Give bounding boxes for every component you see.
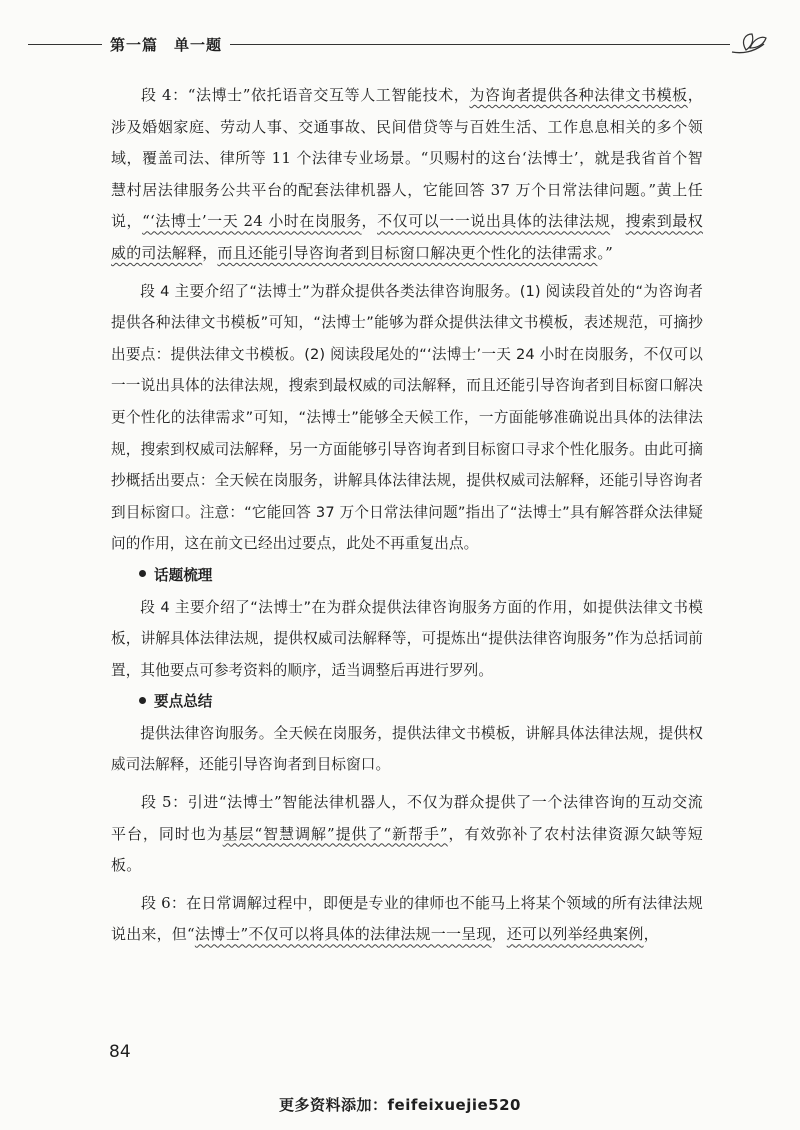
underlined-phrase: 搜索到最权威的司法解释 xyxy=(111,212,703,262)
underlined-phrase: 为咨询者提供各种法律文书模板 xyxy=(469,86,688,104)
page-content xyxy=(111,80,703,951)
paragraph-4-source xyxy=(111,80,703,270)
text-run: ，涉及婚姻家庭、劳动人事、交通事故、民间借贷等与百姓生活、工作息息相关的多个领域，覆盖司法、律所等 11 个法律专业场景。“贝赐村的这台‘法博士’，就是我省首个智慧村居法律服务公共平台的配套法律机器人，它能回答 37 万个日常法律问题。”黄上任说， xyxy=(111,86,703,231)
text-run: 段 6：在日常调解过程中，即便是专业的律师也不能马上将某个领域的所有法律法规说出来，但“ xyxy=(111,893,703,944)
paragraph-4-analysis: 段 4 主要介绍了“法博士”为群众提供各类法律咨询服务。(1) 阅读段首处的“为咨询者提供各种法律文书模板”可知，“法博士”能够为群众提供法律文书模板，表述规范，可摘抄出要点：提供法律文书模板。(2) 阅读段尾处的“‘法博士’一天 24 小时在岗服务，不仅可以一一说出具体的法律法规，搜索到最权威的司法解释，而且还能引导咨询者到目标窗口解决更个性化的法律需求”可知，“法博士”能够全天候工作，一方面能够准确说出具体的法律法规，搜索到权威司法解释，另一方面能够引导咨询者到目标窗口寻求个性化服务。由此可摘抄概括出要点：全天候在岗服务，讲解具体法律法规，提供权威司法解释，还能引导咨询者到目标窗口。注意：“它能回答 37 万个日常法律问题”指出了“法博士”具有解答群众法律疑问的作用，这在前文已经出过要点，此处不再重复出点。 xyxy=(111,282,703,553)
underlined-phrase: 基层“智慧调解”提供了“新帮手” xyxy=(222,824,448,843)
underlined-phrase: “‘法博士’一天 24 小时在岗服务 xyxy=(142,212,362,231)
topic-paragraph: 段 4 主要介绍了“法博士”在为群众提供法律咨询服务方面的作用，如提供法律文书模板，讲解具体法律法规，提供权威司法解释等，可提炼出“提供法律咨询服务”作为总括词前置，其他要点可参考资料的顺序，适当调整后再进行罗列。 xyxy=(111,598,703,679)
header-title: 第一篇 单一题 xyxy=(110,36,223,54)
text-run: ， xyxy=(202,243,218,262)
text-run: ， xyxy=(361,212,378,231)
bullet-icon xyxy=(139,570,146,577)
text-run: ， xyxy=(610,212,626,231)
heading-label: 要点总结 xyxy=(154,693,213,711)
leaf-ornament-icon xyxy=(728,30,768,58)
footer-note: 更多资料添加：feifeixuejie520 xyxy=(279,1096,521,1114)
bullet-icon xyxy=(139,697,146,704)
underlined-phrase: 不仅可以一一说出具体的法律法规 xyxy=(377,212,611,231)
header-rule-left xyxy=(28,44,102,45)
text-run: ， xyxy=(491,925,507,944)
header-rule-right xyxy=(230,44,730,45)
underlined-phrase: 还可以列举经典案例 xyxy=(506,925,644,944)
section-heading-topic xyxy=(111,560,703,592)
text-run: 段 4：“法博士”依托语音交互等人工智能技术， xyxy=(141,86,470,104)
text-run: 。” xyxy=(597,243,613,262)
paragraph-5-source xyxy=(111,787,703,882)
underlined-phrase: 法博士”不仅可以将具体的法律法规一一呈现 xyxy=(194,925,492,944)
text-run: 段 5：引进“法博士”智能法律机器人，不仅为群众提供了一个法律咨询的互动交流平台，同时也为 xyxy=(111,793,703,843)
page-number: 84 xyxy=(109,1042,131,1062)
text-run: ， xyxy=(643,925,659,944)
underlined-phrase: 而且还能引导咨询者到目标窗口解决更个性化的法律需求 xyxy=(217,243,598,262)
paragraph-6-source xyxy=(111,888,703,951)
summary-paragraph: 提供法律咨询服务。全天候在岗服务，提供法律文书模板，讲解具体法律法规，提供权威司法解释，还能引导咨询者到目标窗口。 xyxy=(111,724,703,774)
section-heading-summary xyxy=(111,686,703,718)
page-header xyxy=(28,30,770,58)
text-run: ，有效弥补了农村法律资源欠缺等短板。 xyxy=(111,824,703,875)
heading-label: 话题梳理 xyxy=(154,566,213,584)
